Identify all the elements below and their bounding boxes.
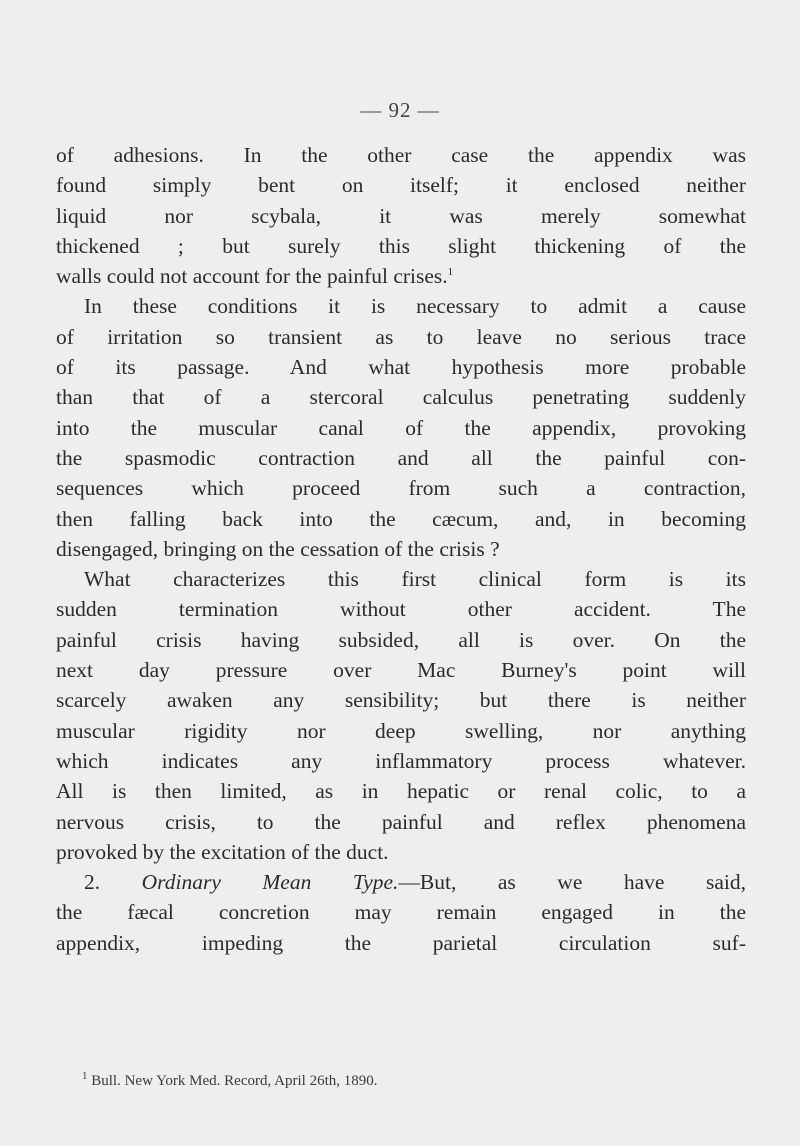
page-number: — 92 — [360, 98, 440, 122]
text-line: next day pressure over Mac Burney's point will [56, 658, 746, 683]
text-line: In these conditions it is necessary to admit a cause [84, 294, 746, 319]
footnote-marker: 1 [82, 1070, 88, 1082]
text-line: then falling back into the cæcum, and, in becoming [56, 506, 746, 531]
paragraph-4 [56, 867, 746, 958]
text-line: What characterizes this first clinical form is its [84, 567, 746, 592]
text-line: liquid nor scybala, it was merely somewhat [56, 203, 746, 228]
text-line: found simply bent on itself; it enclosed neither [56, 173, 746, 198]
text-line: provoked by the excitation of the duct. [56, 839, 389, 864]
text-line: the fæcal concretion may remain engaged in the [56, 900, 746, 925]
text-line: sequences which proceed from such a contraction, [56, 476, 746, 501]
section-heading-line [56, 867, 746, 897]
text-line: of irritation so transient as to leave no serious trace [56, 324, 746, 349]
text-line: than that of a stercoral calculus penetrating suddenly [56, 385, 746, 410]
section-heading: Ordinary Mean Type. [141, 870, 399, 895]
section-number: 2. [84, 870, 101, 895]
text-line: appendix, impeding the parietal circulation suf- [56, 930, 746, 955]
text-line: thickened ; but surely this slight thickening of the [56, 233, 746, 258]
text-line: into the muscular canal of the appendix, provoking [56, 415, 746, 440]
text-line: the spasmodic contraction and all the painful con- [56, 445, 746, 470]
footnote-reference: 1 [447, 266, 454, 279]
text-line: muscular rigidity nor deep swelling, nor anything [56, 718, 746, 743]
paragraph-3 [56, 564, 746, 867]
text-line: All is then limited, as in hepatic or renal colic, to a [56, 779, 746, 804]
text-line: painful crisis having subsided, all is over. On the [56, 627, 746, 652]
text-line: which indicates any inflammatory process whatever. [56, 748, 746, 773]
text-line: scarcely awaken any sensibility; but there is neither [56, 688, 746, 713]
text-line: sudden termination without other accident. The [56, 597, 746, 622]
paragraph-2 [56, 291, 746, 564]
paragraph-1 [56, 140, 746, 291]
footnote-text: Bull. New York Med. Record, April 26th, 1890. [91, 1073, 378, 1089]
text-line: nervous crisis, to the painful and reflex phenomena [56, 809, 746, 834]
text-line: disengaged, bringing on the cessation of the crisis ? [56, 536, 500, 561]
text-line [56, 261, 746, 291]
footnote [82, 1070, 378, 1090]
text-line-content: —But, as we have said, [398, 870, 746, 895]
text-line-content: walls could not account for the painful crises. [56, 264, 448, 289]
text-line: of adhesions. In the other case the appendix was [56, 143, 746, 167]
text-line: of its passage. And what hypothesis more probable [56, 355, 746, 380]
body-text [56, 140, 746, 958]
